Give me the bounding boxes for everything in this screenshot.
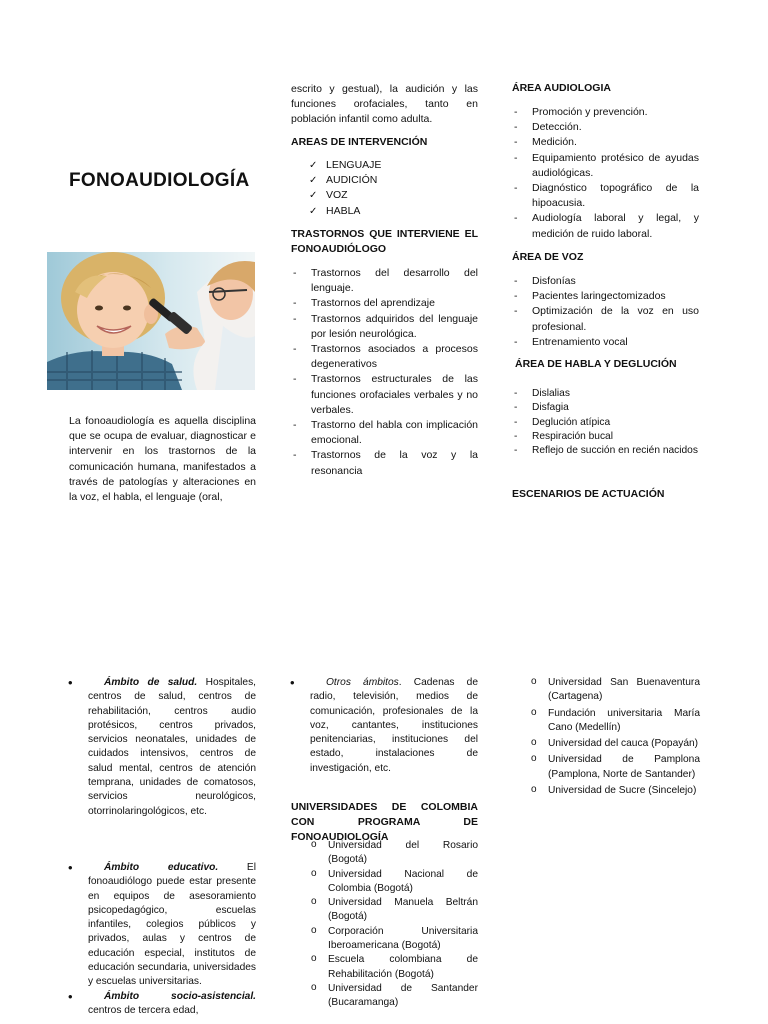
list-item: - Trastornos estructurales de las funciones orofaciales verbales y no verbales. [291, 372, 478, 418]
list-item: - Detección. [512, 120, 699, 135]
list-item: o Corporación Universitaria Iberoamericana (Bogotá) [309, 925, 478, 954]
ambitos-list [69, 676, 256, 1018]
list-item: - Trastorno del habla con implicación emocional. [291, 418, 478, 448]
list-item: ✓ HABLA [309, 204, 469, 219]
list-item: - Trastornos del aprendizaje [291, 296, 478, 311]
list-item: - Trastornos adquiridos del lenguaje por lesión neurológica. [291, 312, 478, 342]
ambito-educativo [69, 861, 256, 990]
ambito-text: centros de tercera edad, [88, 1004, 199, 1016]
list-item: o Universidad Manuela Beltrán (Bogotá) [309, 896, 478, 925]
list-item: - Pacientes laringectomizados [512, 289, 699, 304]
ambito-title: Ámbito educativo. [104, 861, 219, 873]
universidades-list-continued [529, 676, 700, 798]
trastornos-list [291, 266, 478, 479]
ambito-salud [69, 676, 256, 819]
list-item: - Dislalias [512, 387, 699, 401]
ambito-text: Hospitales, centros de salud, centros de rehabilitación, centros audio protésicos, centros privados, servicios neonatales, unidades de cuidados intensivos, centros de salud mental, centros de atención temprana, unidades de comatosos, servicios neurológicos, otorrinolaringológicos, etc. [88, 677, 256, 817]
list-item: - Trastornos de la voz y la resonancia [291, 448, 478, 478]
list-item: - Trastornos del desarrollo del lenguaje. [291, 266, 478, 296]
intro-paragraph-continued: escrito y gestual), la audición y las funciones orofaciales, tanto en población infantil como adulta. [291, 83, 478, 126]
list-item: - Equipamiento protésico de ayudas audiológicas. [512, 151, 699, 181]
page-title: FONOAUDIOLOGÍA [69, 170, 250, 191]
list-item: o Fundación universitaria María Cano (Medellín) [529, 707, 700, 736]
universidades-list [309, 839, 478, 1011]
ambito-title: Ámbito socio-asistencial. [104, 990, 256, 1002]
list-item: - Entrenamiento vocal [512, 335, 699, 350]
ambito-title: Otros ámbitos [326, 677, 399, 688]
list-item: - Diagnóstico topográfico de la hipoacusia. [512, 181, 699, 211]
universidades-heading: UNIVERSIDADES DE COLOMBIA CON PROGRAMA DE FONOAUDIOLOGÍA [291, 801, 478, 843]
areas-list [309, 158, 469, 219]
otros-ambitos-list [291, 676, 478, 776]
list-item: o Universidad del cauca (Popayán) [529, 737, 700, 751]
list-item: - Disfagia [512, 401, 699, 415]
list-item: o Universidad de Pamplona (Pamplona, Norte de Santander) [529, 753, 700, 782]
intro-paragraph: La fonoaudiología es aquella disciplina que se ocupa de evaluar, diagnosticar e intervenir en los trastornos de la comunicación humana, manifestados a través de patologías y alteraciones en la voz, el habla, el lenguaje (oral, [69, 415, 256, 504]
list-item: - Optimización de la voz en uso profesional. [512, 304, 699, 334]
list-item: o Universidad San Buenaventura (Cartagena) [529, 676, 700, 705]
ambito-title: Ámbito de salud. [104, 677, 198, 688]
ambito-socio-asistencial [69, 990, 256, 1019]
list-item: - Respiración bucal [512, 430, 699, 444]
list-item: - Audiología laboral y legal, y medición de ruido laboral. [512, 211, 699, 241]
escenarios-heading: ESCENARIOS DE ACTUACIÓN [512, 488, 665, 500]
ambito-text: . Cadenas de radio, televisión, medios de comunicación, profesionales de la voz, cantantes, instituciones penitenciarias, instituciones del estado, instalaciones de investigación, etc. [310, 677, 478, 774]
areas-heading: AREAS DE INTERVENCIÓN [291, 136, 428, 148]
habla-heading: ÁREA DE HABLA Y DEGLUCIÓN [515, 358, 677, 370]
audiologia-list [512, 105, 699, 242]
voz-list [512, 274, 699, 350]
list-item: - Trastornos asociados a procesos degenerativos [291, 342, 478, 372]
list-item: - Promoción y prevención. [512, 105, 699, 120]
habla-list [512, 387, 699, 458]
list-item: o Universidad de Santander (Bucaramanga) [309, 982, 478, 1011]
list-item: o Escuela colombiana de Rehabilitación (Bogotá) [309, 953, 478, 982]
list-item: o Universidad de Sucre (Sincelejo) [529, 784, 700, 798]
audiologia-heading: ÁREA AUDIOLOGIA [512, 82, 611, 94]
child-hearing-exam-photo [47, 252, 255, 390]
list-item: - Disfonías [512, 274, 699, 289]
list-item: ✓ VOZ [309, 188, 469, 203]
list-item: ✓ LENGUAJE [309, 158, 469, 173]
list-item: - Reflejo de succión en recién nacidos [512, 444, 699, 458]
ambito-otros [291, 676, 478, 776]
list-item: - Medición. [512, 135, 699, 150]
list-item: o Universidad Nacional de Colombia (Bogotá) [309, 868, 478, 897]
list-item: o Universidad del Rosario (Bogotá) [309, 839, 478, 868]
voz-heading: ÁREA DE VOZ [512, 251, 584, 263]
ambito-text: El fonoaudiólogo puede estar presente en equipos de asesoramiento psicopedagógico, escuelas infantiles, colegios públicos y privados, aulas y centros de educación especial, institutos de educación secundaria, universidades y escuelas universitarias. [88, 861, 256, 988]
trastornos-heading: TRASTORNOS QUE INTERVIENE EL FONOAUDIÓLOGO [291, 228, 478, 255]
list-item: ✓ AUDICIÓN [309, 173, 469, 188]
list-item: - Deglución atípica [512, 416, 699, 430]
